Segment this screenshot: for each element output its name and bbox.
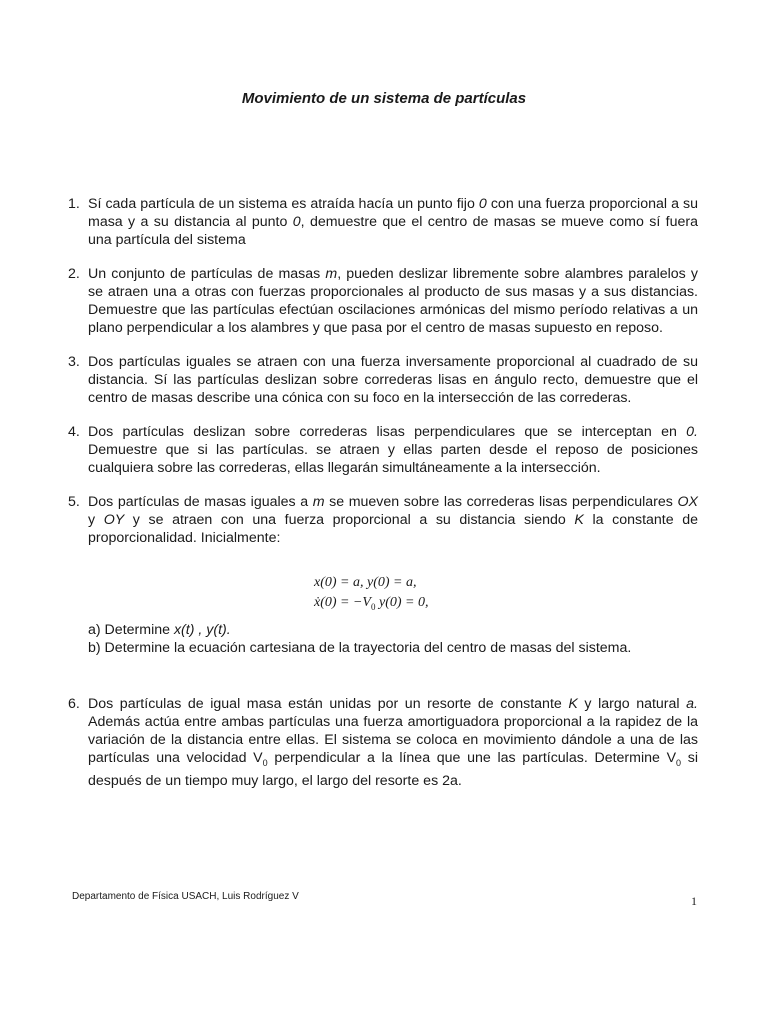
text-run: , demuestre que el centro de masas se mueve como sí fuera una partícula del sistema (88, 214, 698, 248)
italic-run: 0 (292, 214, 301, 230)
italic-run: OY (103, 512, 125, 528)
text-run: y largo natural (577, 695, 687, 712)
text-run: Sí cada partícula de un sistema es atraída hacía un punto fijo (88, 196, 479, 212)
problem-number: 2. (68, 266, 80, 282)
text-run: Un conjunto de partículas de masas (88, 266, 326, 282)
problem-number: 5. (68, 494, 80, 510)
problem-text (88, 695, 698, 790)
italic-run: 0 (478, 196, 487, 212)
problem-item-6 (68, 695, 698, 790)
text-run: , pueden deslizar libremente sobre alambres paralelos y se atraen una a otras con fuerzas proporcionales al producto de sus masas y a sus distancias. Demuestre que las partículas efectúan oscilaciones armónicas del mismo período relativas a un plano perpendicular a los alambres y que pasa por el centro de masas supuesto en reposo. (88, 266, 698, 336)
initial-conditions-equation (314, 573, 698, 617)
problem-text (88, 195, 698, 249)
problem-number: 3. (68, 354, 80, 370)
text-run: y se atraen con una fuerza proporcional a su distancia siendo (124, 512, 575, 528)
italic-run: a. (686, 695, 698, 712)
problem-text (88, 353, 698, 407)
text-run: y (88, 512, 104, 528)
text-run: la constante de proporcionalidad. Inicialmente: (88, 512, 699, 546)
problem-item-2 (68, 265, 698, 337)
text-run: Dos partículas de igual masa están unidas por un resorte de constante (88, 695, 569, 712)
text-run: con una fuerza proporcional a su masa y a su distancia al punto (88, 196, 698, 230)
problem-item-4 (68, 423, 698, 477)
italic-run: 0. (686, 424, 698, 440)
equation-line-2: ẋ(0) = $-V_0$ y(0) = 0, (314, 595, 429, 612)
equation-line-1: x(0) = a, y(0) = a, (314, 575, 417, 590)
problem-text (88, 265, 698, 337)
problem-item-1 (68, 195, 698, 249)
italic-run: K (568, 695, 578, 712)
footer-credit: Departamento de Física USACH, Luis Rodríguez V (72, 891, 299, 902)
problem-text (88, 493, 698, 547)
problem-item-5 (68, 493, 698, 547)
italic-run: m (325, 266, 338, 282)
problem-5-part-b: b) Determine la ecuación cartesiana de la trayectoria del centro de masas del sistema. (88, 639, 632, 656)
text-run: Dos partículas de masas iguales a (88, 494, 313, 510)
problem-item-3 (68, 353, 698, 407)
italic-run: K (574, 512, 584, 528)
text-run: Dos partículas iguales se atraen con una fuerza inversamente proporcional al cuadrado de su distancia. Sí las partículas deslizan sobre correderas lisas en ángulo recto, demuestre que el centro de masas describe una cónica con su foco en la intersección de las correderas. (88, 354, 698, 406)
subscript-run: 0 (262, 757, 268, 768)
problem-list (68, 195, 698, 790)
text-run: Demuestre que si las partículas. se atraen y ellas parten desde el reposo de posiciones cualquiera sobre las correderas, ellas llegarán simultáneamente a la intersección. (88, 442, 698, 476)
text-run: se mueven sobre las correderas lisas perpendiculares (324, 494, 678, 510)
problem-number: 6. (68, 695, 80, 712)
problem-number: 4. (68, 424, 80, 440)
problem-5-part-a: a) Determine x(t) , y(t). (88, 621, 231, 638)
problem-text (88, 423, 698, 477)
italic-run: OX (677, 494, 698, 510)
page-title: Movimiento de un sistema de partículas (241, 90, 527, 107)
problem-number: 1. (68, 196, 80, 212)
page-number: 1 (691, 894, 697, 908)
subscript-run: 0 (676, 757, 682, 768)
text-run: Además actúa entre ambas partículas una fuerza amortiguadora proporcional a la rapidez de la variación de la distancia entre ellas. El sistema se coloca en movimiento dándole a una de las partículas una velocidad V (88, 713, 698, 766)
text-run: Dos partículas deslizan sobre correderas lisas perpendiculares que se interceptan en (88, 424, 687, 440)
text-run: perpendicular a la línea que une las partículas. Determine V (267, 749, 677, 766)
italic-run: m (312, 494, 325, 510)
text-run: si después de un tiempo muy largo, el largo del resorte es 2a. (88, 749, 698, 789)
